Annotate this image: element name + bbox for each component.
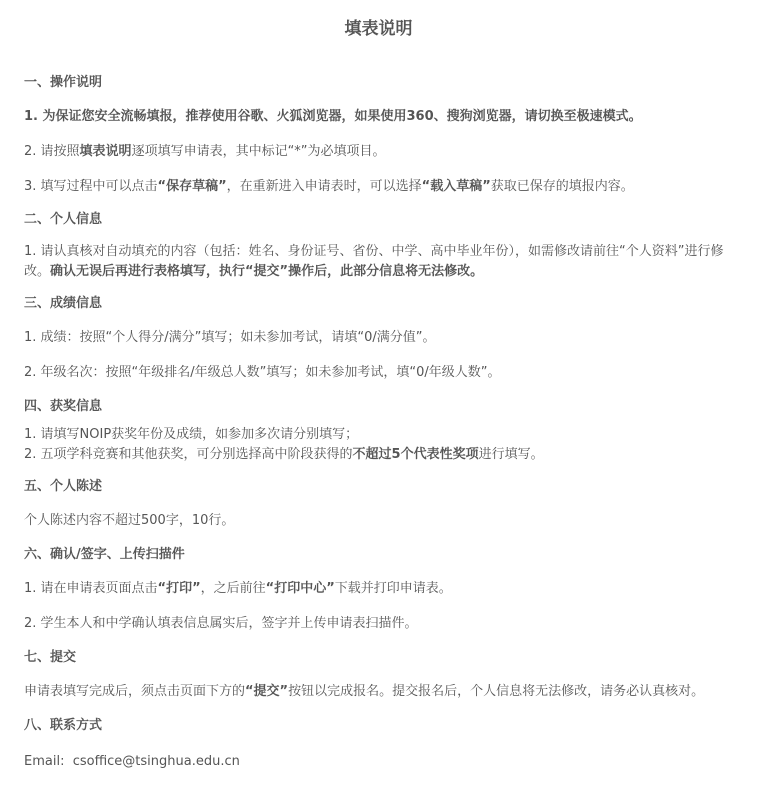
section-heading-submit: 七、提交	[24, 650, 77, 665]
emphasis-text: 不超过5个代表性奖项	[352, 447, 479, 462]
text: 获取已保存的填报内容。	[490, 179, 634, 194]
print-center-label: “打印中心”	[265, 581, 335, 596]
instruction-submit	[24, 682, 733, 702]
section-heading-confirm-upload: 六、确认/签字、上传扫描件	[24, 547, 185, 562]
instruction-competitions	[24, 445, 733, 465]
section-heading-operation: 一、操作说明	[24, 75, 103, 90]
text: 按钮以完成报名。提交报名后，个人信息将无法修改，请务必认真核对。	[288, 684, 705, 699]
section-heading-personal-info: 二、个人信息	[24, 212, 103, 227]
text: ，之后前往	[200, 581, 266, 596]
load-draft-label: “载入草稿”	[421, 179, 491, 194]
instruction-statement: 个人陈述内容不超过500字，10行。	[24, 513, 235, 528]
email-link[interactable]: csoffice@tsinghua.edu.cn	[72, 754, 240, 769]
text: 逐项填写申请表，其中标记“*”为必填项目。	[131, 144, 386, 159]
emphasis-text: 确认无误后再进行表格填写，执行“提交”操作后，此部分信息将无法修改。	[50, 264, 484, 279]
section-heading-scores: 三、成绩信息	[24, 296, 103, 311]
text: 1. 请认真核对自动填充的内容（包括：姓名、身份证号、省份、中学、高中毕业年份），如需修改请前往“个人资料”进行修改。	[24, 244, 724, 279]
instruction-print	[24, 579, 733, 599]
text: 1. 请在申请表页面点击	[24, 581, 158, 596]
text: ，在重新进入申请表时，可以选择	[226, 179, 422, 194]
instruction-upload-scan: 2. 学生本人和中学确认填表信息属实后，签字并上传申请表扫描件。	[24, 616, 418, 631]
instruction-rank: 2. 年级名次：按照“年级排名/年级总人数”填写；如未参加考试，填“0/年级人数”。	[24, 365, 501, 380]
contact-email	[24, 752, 733, 772]
print-label: “打印”	[157, 581, 201, 596]
emphasis-text: 填表说明	[79, 144, 132, 159]
text: 3. 填写过程中可以点击	[24, 179, 158, 194]
section-heading-contact: 八、联系方式	[24, 718, 103, 733]
text: 下载并打印申请表。	[334, 581, 452, 596]
text: 进行填写。	[478, 447, 544, 462]
text: 2. 五项学科竞赛和其他获奖，可分别选择高中阶段获得的	[24, 447, 353, 462]
page-title: 填表说明	[344, 19, 413, 39]
instruction-draft	[24, 177, 733, 197]
section-heading-awards: 四、获奖信息	[24, 399, 103, 414]
instruction-browser-tip: 1. 为保证您安全流畅填报，推荐使用谷歌、火狐浏览器，如果使用360、搜狗浏览器，请切换至极速模式。	[24, 109, 642, 124]
instruction-scores: 1. 成绩：按照“个人得分/满分”填写；如未参加考试，请填“0/满分值”。	[24, 330, 436, 345]
instruction-noip: 1. 请填写NOIP获奖年份及成绩，如参加多次请分别填写；	[24, 427, 359, 442]
text: 申请表填写完成后，须点击页面下方的	[24, 684, 246, 699]
submit-label: “提交”	[245, 684, 289, 699]
section-heading-statement: 五、个人陈述	[24, 479, 103, 494]
instruction-personal-info	[24, 242, 733, 282]
text: 2. 请按照	[24, 144, 80, 159]
instruction-fill-order	[24, 142, 733, 162]
save-draft-label: “保存草稿”	[157, 179, 227, 194]
email-label: Email:	[24, 754, 73, 769]
